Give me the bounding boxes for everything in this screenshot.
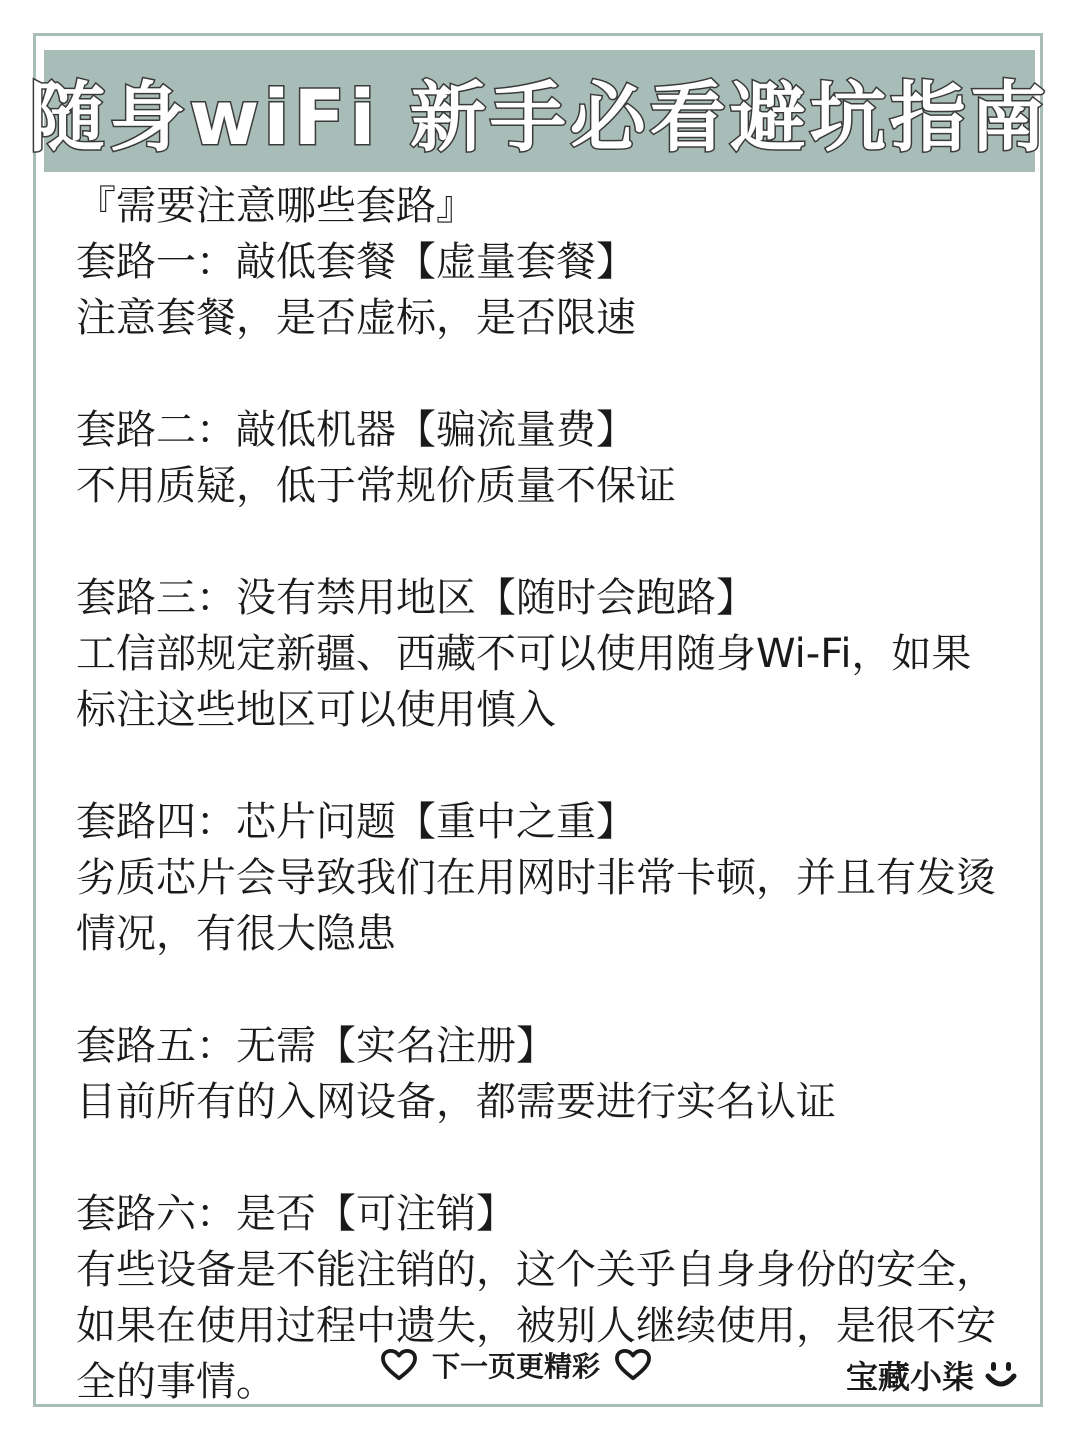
trick-title: 套路四：芯片问题【重中之重】 bbox=[76, 799, 636, 845]
trick-item-5 bbox=[76, 1018, 1006, 1130]
trick-description: 注意套餐，是否虚标，是否限速 bbox=[76, 295, 636, 341]
trick-title: 套路三：没有禁用地区【随时会跑路】 bbox=[76, 575, 756, 621]
brand-name: 宝藏小柒 bbox=[845, 1358, 974, 1396]
trick-item-1 bbox=[76, 234, 1006, 346]
page-title: 随身wiFi 新手必看避坑指南 bbox=[29, 72, 1050, 162]
trick-item-3 bbox=[76, 570, 1006, 738]
heart-outline-icon bbox=[614, 1348, 652, 1382]
trick-title: 套路一：敲低套餐【虚量套餐】 bbox=[76, 239, 636, 285]
next-page-text: 下一页更精彩 bbox=[432, 1350, 601, 1383]
main-content bbox=[76, 178, 1006, 1410]
brand-signature bbox=[846, 1352, 1018, 1398]
trick-description: 目前所有的入网设备，都需要进行实名认证 bbox=[76, 1079, 836, 1125]
smile-icon bbox=[984, 1358, 1018, 1392]
trick-description: 劣质芯片会导致我们在用网时非常卡顿，并且有发烫情况，有很大隐患 bbox=[76, 855, 996, 957]
trick-description: 工信部规定新疆、西藏不可以使用随身Wi-Fi，如果标注这些地区可以使用慎入 bbox=[76, 631, 972, 733]
trick-title: 套路五：无需【实名注册】 bbox=[76, 1023, 556, 1069]
title-banner bbox=[29, 50, 1050, 172]
trick-description: 不用质疑，低于常规价质量不保证 bbox=[76, 463, 676, 509]
trick-item-4 bbox=[76, 794, 1006, 962]
trick-title: 套路二：敲低机器【骗流量费】 bbox=[76, 407, 636, 453]
trick-title: 套路六：是否【可注销】 bbox=[76, 1191, 516, 1237]
trick-item-2 bbox=[76, 402, 1006, 514]
heart-outline-icon bbox=[380, 1348, 418, 1382]
next-page-hint bbox=[380, 1340, 652, 1390]
trick-description: 有些设备是不能注销的，这个关乎自身身份的安全，如果在使用过程中遗失，被别人继续使用，是很不安全的事情。 bbox=[76, 1247, 996, 1405]
section-heading: 『需要注意哪些套路』 bbox=[76, 183, 476, 229]
